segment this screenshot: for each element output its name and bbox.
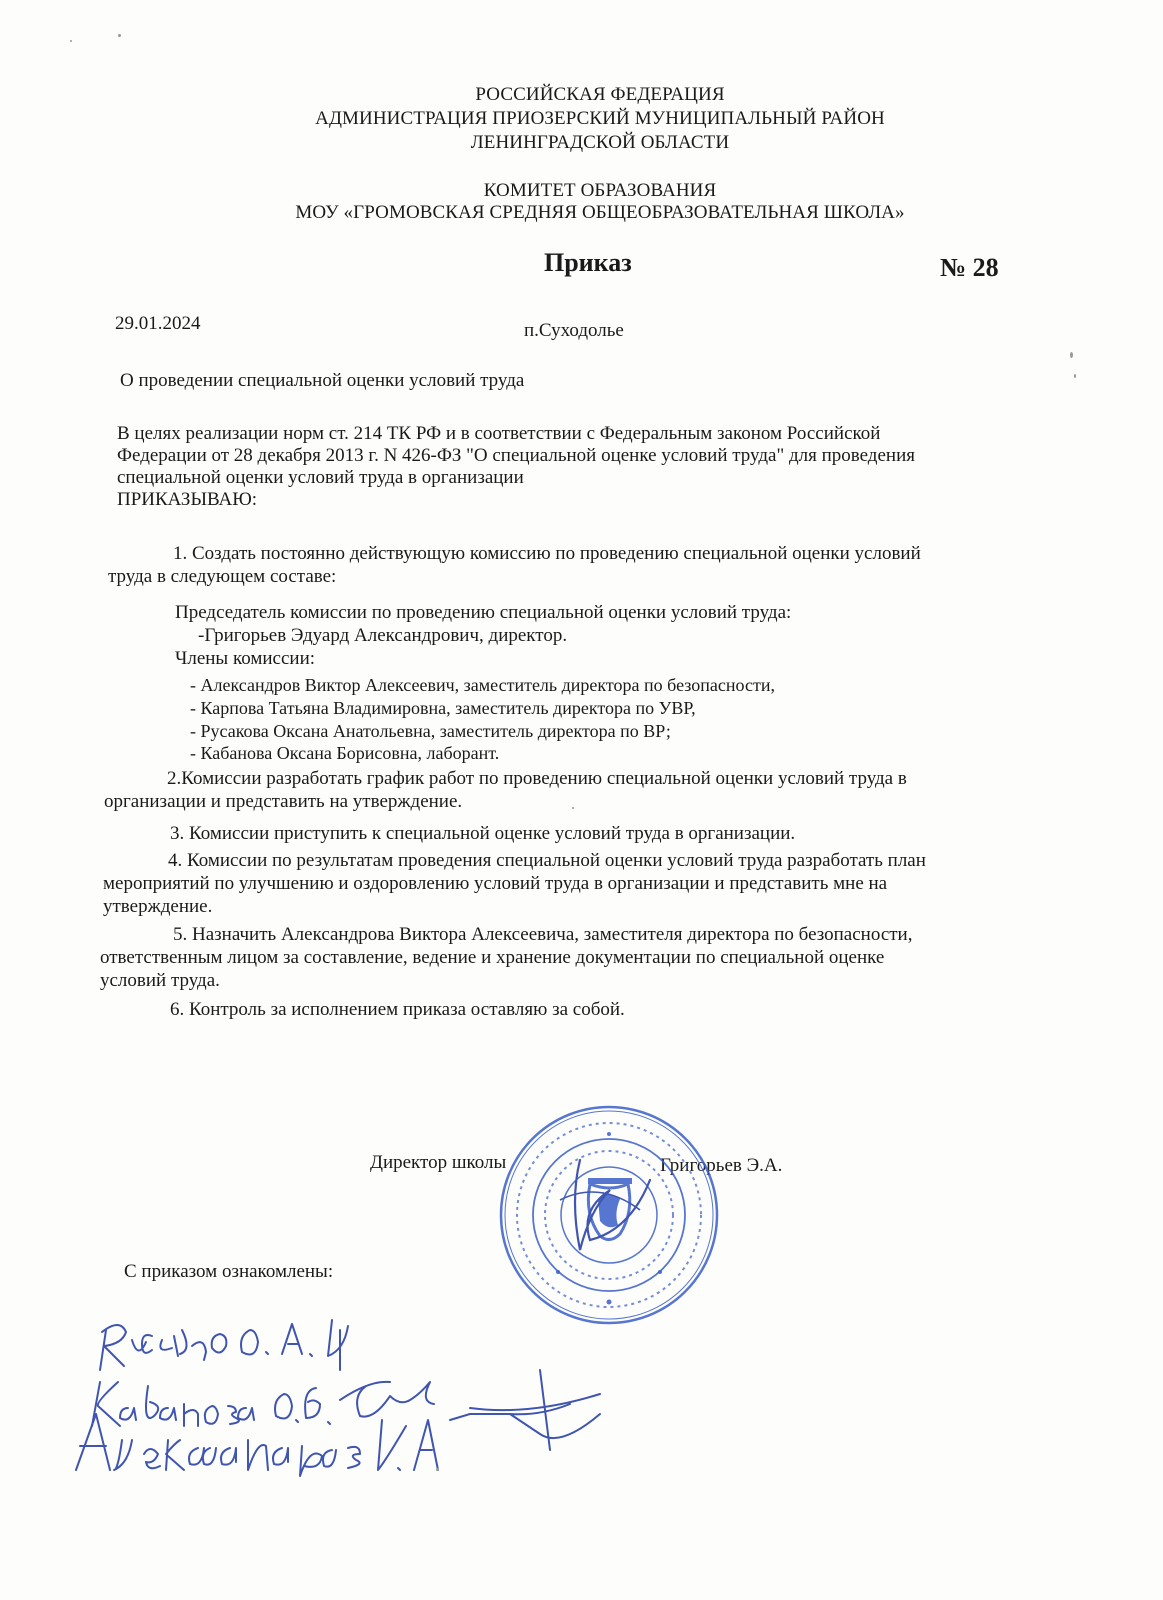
item-3: 3. Комиссии приступить к специальной оценке условий труда в организации.	[170, 823, 796, 844]
handwritten-acquaintance-signatures	[70, 1290, 790, 1480]
member-3: - Русакова Оксана Анатольевна, заместитель директора по ВР;	[190, 721, 671, 741]
scan-speck	[572, 807, 574, 809]
acquainted-label: С приказом ознакомлены:	[124, 1261, 334, 1282]
member-4: - Кабанова Оксана Борисовна, лаборант.	[190, 743, 500, 763]
scan-speck	[1070, 352, 1073, 358]
scan-speck	[118, 34, 121, 37]
item-5-line-3: условий труда.	[100, 970, 220, 991]
header-line-administration: АДМИНИСТРАЦИЯ ПРИОЗЕРСКИЙ МУНИЦИПАЛЬНЫЙ РАЙОН	[315, 108, 885, 129]
preamble-line-3: специальной оценки условий труда в организации	[117, 467, 524, 488]
scan-speck	[1074, 374, 1076, 378]
scan-speck	[70, 40, 72, 42]
header-line-school: МОУ «ГРОМОВСКАЯ СРЕДНЯЯ ОБЩЕОБРАЗОВАТЕЛЬНАЯ ШКОЛА»	[295, 202, 905, 223]
header-line-country: РОССИЙСКАЯ ФЕДЕРАЦИЯ	[475, 84, 725, 105]
order-subject: О проведении специальной оценки условий труда	[120, 370, 525, 391]
chair-label: Председатель комиссии по проведению специальной оценки условий труда:	[175, 602, 792, 623]
order-date: 29.01.2024	[115, 313, 201, 334]
preamble-line-2: Федерации от 28 декабря 2013 г. N 426-ФЗ "О специальной оценке условий труда" для проведения	[117, 445, 915, 466]
director-signature	[540, 1140, 660, 1280]
item-2-line-1: 2.Комиссии разработать график работ по проведению специальной оценки условий труда в	[167, 768, 907, 789]
item-2-line-2: организации и представить на утверждение.	[104, 791, 463, 812]
item-1-line-2: труда в следующем составе:	[108, 566, 337, 587]
scan-speck	[436, 1468, 439, 1471]
item-5-line-2: ответственным лицом за составление, ведение и хранение документации по специальной оценке	[100, 947, 885, 968]
member-1: - Александров Виктор Алексеевич, заместитель директора по безопасности,	[190, 675, 775, 695]
preamble-ordering-word: ПРИКАЗЫВАЮ:	[117, 489, 258, 510]
item-1-line-1: 1. Создать постоянно действующую комиссию по проведению специальной оценки условий	[173, 543, 921, 564]
item-4-line-3: утверждение.	[103, 896, 213, 917]
item-5-line-1: 5. Назначить Александрова Виктора Алексеевича, заместителя директора по безопасности,	[173, 924, 913, 945]
order-title: Приказ	[544, 248, 632, 277]
signatory-position: Директор школы	[370, 1152, 507, 1173]
preamble-line-1: В целях реализации норм ст. 214 ТК РФ и в соответствии с Федеральным законом Российской	[117, 423, 881, 444]
member-2: - Карпова Татьяна Владимировна, заместитель директора по УВР,	[190, 698, 696, 718]
chair-name: -Григорьев Эдуард Александрович, директор.	[198, 625, 568, 646]
order-place: п.Суходолье	[524, 320, 624, 341]
item-6: 6. Контроль за исполнением приказа оставляю за собой.	[170, 999, 625, 1020]
signatory-name: Григорьев Э.А.	[660, 1155, 783, 1176]
members-label: Члены комиссии:	[175, 648, 316, 669]
header-line-committee: КОМИТЕТ ОБРАЗОВАНИЯ	[483, 180, 717, 201]
item-4-line-2: мероприятий по улучшению и оздоровлению условий труда в организации и представить мне на	[103, 873, 888, 894]
item-4-line-1: 4. Комиссии по результатам проведения специальной оценки условий труда разработать план	[168, 850, 926, 871]
header-line-region: ЛЕНИНГРАДСКОЙ ОБЛАСТИ	[470, 132, 730, 153]
order-number: № 28	[940, 253, 999, 282]
